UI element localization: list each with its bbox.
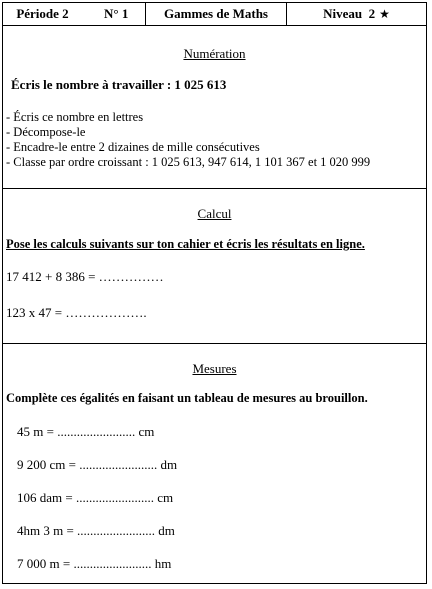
calcul-title: Calcul — [197, 206, 232, 221]
worksheet-title: Gammes de Maths — [145, 3, 287, 25]
header-bar — [3, 3, 426, 26]
mesures-instruction: Complète ces égalités en faisant un tableau de mesures au brouillon. — [6, 391, 368, 405]
calcul-instruction: Pose les calculs suivants sur ton cahier et écris les résultats en ligne. — [6, 237, 365, 251]
calcul-line: 123 x 47 = ………………. — [6, 305, 147, 320]
numeration-title: Numération — [183, 46, 246, 61]
numeration-item: - Décompose-le — [6, 125, 86, 139]
numeration-item: - Écris ce nombre en lettres — [6, 110, 144, 124]
calcul-line: 17 412 + 8 386 = …………… — [6, 269, 164, 284]
mesures-line: 7 000 m = ........................ hm — [17, 556, 172, 571]
calcul-section — [3, 189, 426, 344]
mesures-section — [3, 344, 426, 586]
numeration-section — [3, 26, 426, 189]
numeration-instruction: Écris le nombre à travailler : 1 025 613 — [11, 77, 227, 92]
mesures-title: Mesures — [192, 361, 237, 376]
periode-label: Période 2 — [16, 6, 69, 21]
mesures-line: 45 m = ........................ cm — [17, 424, 155, 439]
worksheet — [2, 2, 427, 584]
mesures-line: 106 dam = ........................ cm — [17, 490, 174, 505]
numero-label: N° 1 — [104, 6, 129, 21]
niveau-cell — [287, 3, 426, 25]
mesures-line: 4hm 3 m = ........................ dm — [17, 523, 175, 538]
star-icon: ★ — [379, 7, 390, 21]
niveau-label: Niveau 2 — [323, 6, 376, 21]
numeration-item: - Encadre-le entre 2 dizaines de mille consécutives — [6, 140, 260, 154]
mesures-line: 9 200 cm = ........................ dm — [17, 457, 178, 472]
numeration-item: - Classe par ordre croissant : 1 025 613, 947 614, 1 101 367 et 1 020 999 — [6, 155, 371, 169]
